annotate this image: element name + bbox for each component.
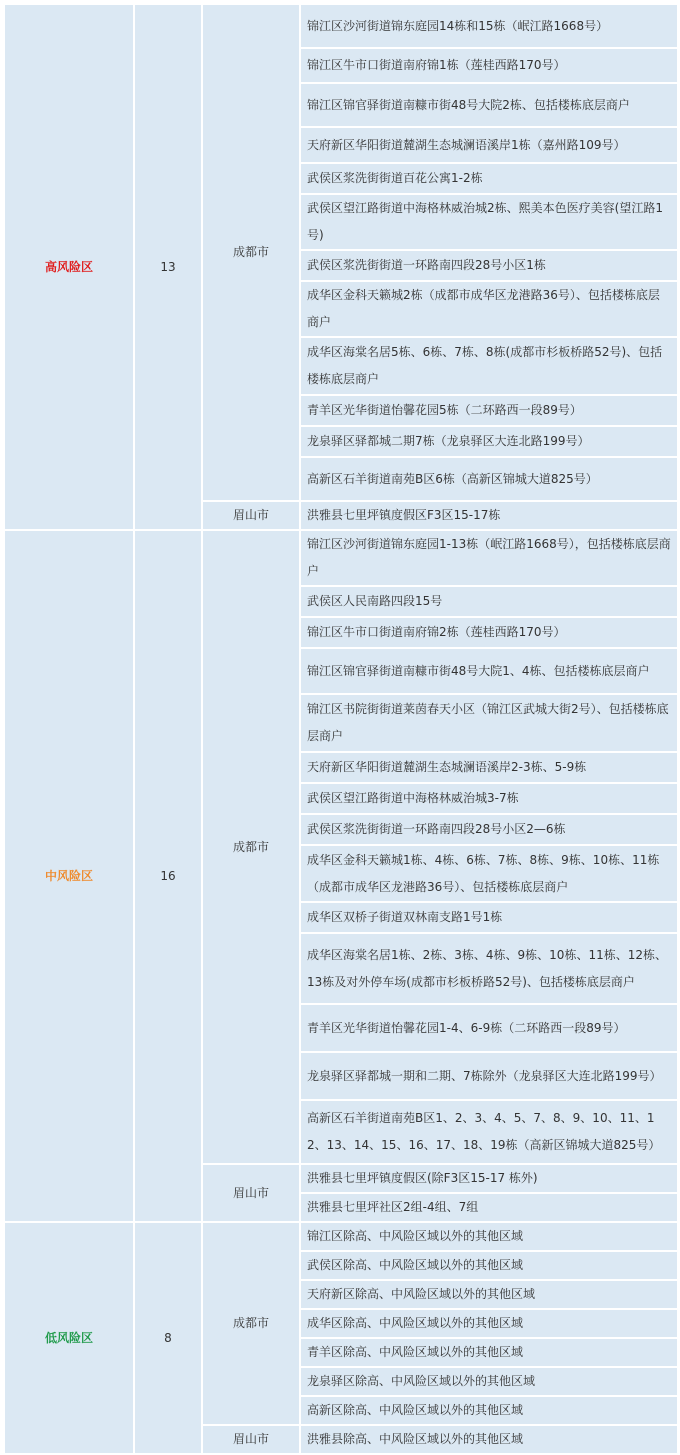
- area-address: 武侯区望江路街道中海格林威治城3-7栋: [300, 783, 678, 814]
- area-address: 青羊区除高、中风险区域以外的其他区域: [300, 1338, 678, 1367]
- risk-level-medium: 中风险区: [4, 530, 134, 1222]
- risk-table-body: [4, 4, 678, 1454]
- area-address: 锦江区牛市口街道南府锦2栋（莲桂西路170号）: [300, 617, 678, 648]
- area-address: 锦江区沙河街道锦东庭园1-13栋（岷江路1668号），包括楼栋底层商户: [300, 530, 678, 586]
- area-address: 高新区石羊街道南苑B区6栋（高新区锦城大道825号）: [300, 457, 678, 501]
- area-address: 锦江区锦官驿街道南糠市街48号大院1、4栋、包括楼栋底层商户: [300, 648, 678, 694]
- area-address: 成华区除高、中风险区域以外的其他区域: [300, 1309, 678, 1338]
- area-address: 洪雅县七里坪镇度假区F3区15-17栋: [300, 501, 678, 530]
- table-row: [4, 4, 678, 48]
- area-address: 成华区金科天籁城1栋、4栋、6栋、7栋、8栋、9栋、10栋、11栋（成都市成华区龙港路36号）、包括楼栋底层商户: [300, 845, 678, 902]
- area-count: 13: [134, 4, 202, 530]
- area-address: 锦江区沙河街道锦东庭园14栋和15栋（岷江路1668号）: [300, 4, 678, 48]
- area-address: 成华区金科天籁城2栋（成都市成华区龙港路36号）、包括楼栋底层商户: [300, 281, 678, 337]
- table-row: [4, 530, 678, 586]
- table-row: [4, 1222, 678, 1251]
- area-address: 锦江区除高、中风险区域以外的其他区域: [300, 1222, 678, 1251]
- area-address: 洪雅县七里坪镇度假区(除F3区15-17 栋外): [300, 1164, 678, 1193]
- area-address: 天府新区华阳街道麓湖生态城澜语溪岸2-3栋、5-9栋: [300, 752, 678, 783]
- city-name: 成都市: [202, 1222, 300, 1425]
- area-address: 武侯区除高、中风险区域以外的其他区域: [300, 1251, 678, 1280]
- area-address: 武侯区浆洗街街道百花公寓1-2栋: [300, 163, 678, 194]
- area-address: 龙泉驿区驿都城一期和二期、7栋除外（龙泉驿区大连北路199号）: [300, 1052, 678, 1100]
- area-address: 青羊区光华街道怡馨花园5栋（二环路西一段89号）: [300, 395, 678, 426]
- area-address: 锦江区书院街街道莱茵春天小区（锦江区武城大街2号）、包括楼栋底层商户: [300, 694, 678, 752]
- area-address: 洪雅县七里坪社区2组-4组、7组: [300, 1193, 678, 1222]
- area-address: 武侯区浆洗街街道一环路南四段28号小区2—6栋: [300, 814, 678, 845]
- area-address: 武侯区浆洗街街道一环路南四段28号小区1栋: [300, 250, 678, 281]
- area-address: 成华区双桥子街道双林南支路1号1栋: [300, 902, 678, 933]
- risk-level-low: 低风险区: [4, 1222, 134, 1454]
- area-address: 青羊区光华街道怡馨花园1-4、6-9栋（二环路西一段89号）: [300, 1004, 678, 1052]
- area-address: 洪雅县除高、中风险区域以外的其他区域: [300, 1425, 678, 1454]
- area-count: 16: [134, 530, 202, 1222]
- city-name: 成都市: [202, 530, 300, 1164]
- area-address: 龙泉驿区驿都城二期7栋（龙泉驿区大连北路199号）: [300, 426, 678, 457]
- area-address: 高新区除高、中风险区域以外的其他区域: [300, 1396, 678, 1425]
- area-address: 天府新区除高、中风险区域以外的其他区域: [300, 1280, 678, 1309]
- area-address: 武侯区人民南路四段15号: [300, 586, 678, 617]
- area-count: 8: [134, 1222, 202, 1454]
- city-name: 成都市: [202, 4, 300, 501]
- area-address: 成华区海棠名居1栋、2栋、3栋、4栋、9栋、10栋、11栋、12栋、13栋及对外停车场(成都市杉板桥路52号)、包括楼栋底层商户: [300, 933, 678, 1004]
- city-name: 眉山市: [202, 1425, 300, 1454]
- area-address: 高新区石羊街道南苑B区1、2、3、4、5、7、8、9、10、11、12、13、14、15、16、17、18、19栋（高新区锦城大道825号）: [300, 1100, 678, 1164]
- area-address: 锦江区牛市口街道南府锦1栋（莲桂西路170号）: [300, 48, 678, 83]
- city-name: 眉山市: [202, 1164, 300, 1222]
- area-address: 武侯区望江路街道中海格林威治城2栋、熙美本色医疗美容(望江路1号): [300, 194, 678, 250]
- area-address: 天府新区华阳街道麓湖生态城澜语溪岸1栋（嘉州路109号）: [300, 127, 678, 163]
- city-name: 眉山市: [202, 501, 300, 530]
- area-address: 锦江区锦官驿街道南糠市街48号大院2栋、包括楼栋底层商户: [300, 83, 678, 127]
- risk-area-table: [3, 3, 679, 1455]
- risk-level-high: 高风险区: [4, 4, 134, 530]
- area-address: 成华区海棠名居5栋、6栋、7栋、8栋(成都市杉板桥路52号)、包括楼栋底层商户: [300, 337, 678, 395]
- area-address: 龙泉驿区除高、中风险区域以外的其他区域: [300, 1367, 678, 1396]
